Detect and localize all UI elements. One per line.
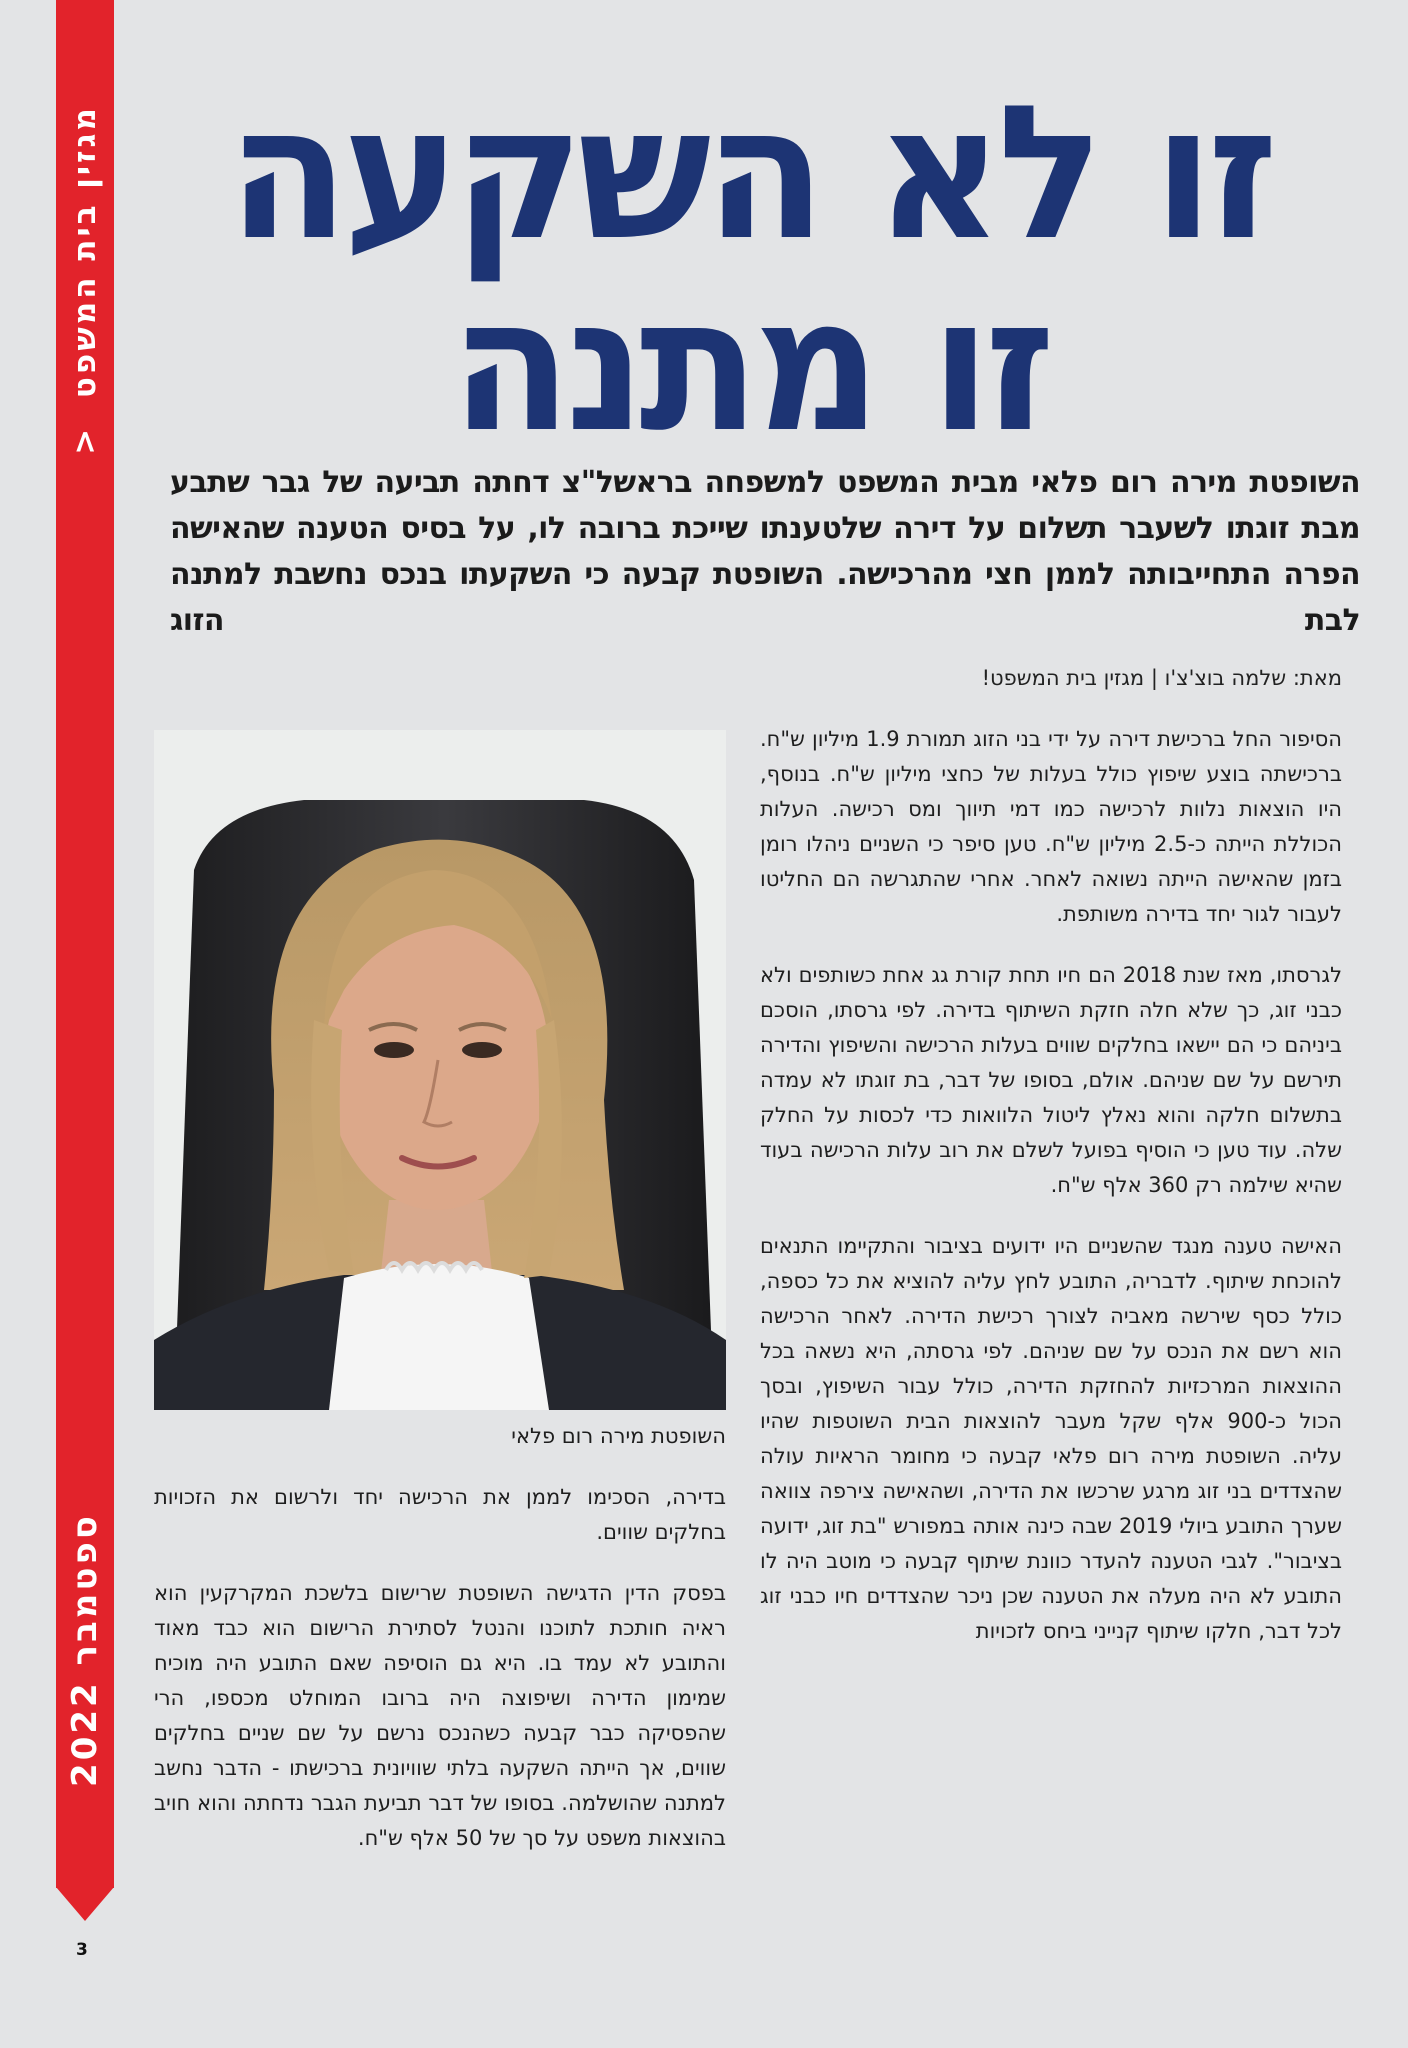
page-title bbox=[150, 65, 1350, 474]
paragraph: לגרסתו, מאז שנת 2018 הם חיו תחת קורת גג אחת כשותפים ולא כבני זוג, כך שלא חלה חזקת השיתוף בדירה. לפי גרסתו, הוסכם ביניהם כי הם יישאו בחלקים שווים בעלות הרכישה והשיפוץ והדירה תירשם על שם שניהם. אולם, בסופו של דבר, בת זוגתו לא עמדה בתשלום חלקה והוא נאלץ ליטול הלוואות כדי לכסות על החלק שלה. עוד טען כי הוסיף בפועל לשלם את רוב עלות הרכישה בעוד שהיא שילמה רק 360 אלף ש"ח. bbox=[760, 963, 1342, 1197]
paragraph: בפסק הדין הדגישה השופטת שרישום בלשכת המקרקעין הוא ראיה חותכת לתוכנו והנטל לסתירת הרישום הוא כבד מאוד והתובע לא עמד בו. היא גם הוסיפה שאם התובע היה מוכיח שמימון הדירה ושיפוצה היה ברובו המוחלט מכספו, הרי שהפסיקה כבר קבעה כשהנכס נרשם על שם שניים בחלקים שווים, אך הייתה השקעה בלתי שוויונית ברכישתו - הדבר נחשב למתנה שהושלמה. בסופו של דבר תביעת הגבר נדחתה והוא חויב בהוצאות משפט על סך של 50 אלף ש"ח. bbox=[154, 1581, 726, 1850]
photo-caption: השופטת מירה רום פלאי bbox=[511, 1424, 726, 1448]
magazine-label bbox=[65, 20, 105, 540]
article-column-left bbox=[154, 1480, 726, 1882]
portrait-illustration bbox=[154, 730, 726, 1410]
magazine-name: מגזין בית המשפט bbox=[67, 105, 103, 399]
judge-photo bbox=[154, 730, 726, 1410]
paragraph: בדירה, הסכימו לממן את הרכישה יחד ולרשום את הזכויות בחלקים שווים. bbox=[154, 1485, 726, 1544]
headline-line-2: זו מתנה bbox=[450, 257, 1050, 474]
sidebar-ribbon-tip bbox=[56, 1887, 114, 1921]
page-number: 3 bbox=[76, 1940, 88, 1960]
chevron-left-icon: < bbox=[67, 425, 103, 455]
issue-date: ספטמבר 2022 bbox=[65, 1513, 105, 1787]
article-lead: השופטת מירה רום פלאי מבית המשפט למשפחה בראשל"צ דחתה תביעה של גבר שתבע מבת זוגתו לשעבר תשלום על דירה שלטענתו שייכת ברובה לו, על בסיס הטענה שהאישה הפרה התחייבותה לממן חצי מהרכישה. השופטת קבעה כי השקעתו בנכס נחשבת למתנה לבת הזוג bbox=[170, 465, 1360, 638]
paragraph: האישה טענה מנגד שהשניים היו ידועים בציבור והתקיימו התנאים להוכחת שיתוף. לדבריה, התובע לחץ עליה להוציא את כל כספה, כולל כסף שירשה מאביה לצורך רכישת הדירה. לאחר הרכישה הוא רשם את הנכס על שם שניהם. לפי גרסתה, היא נשאה בכל ההוצאות המרכזיות להחזקת הדירה, כולל עבור השיפוץ, ובסך הכול כ-900 אלף שקל מעבר להוצאות הבית השוטפות שהיו עליה. השופטת מירה רום פלאי קבעה כי מחומר הראיות עולה שהצדדים בני זוג מרגע שרכשו את הדירה, ושהאישה צירפה צוואה שערך התובע ביולי 2019 שבה כינה אותה במפורש "בת זוג, ידועה בציבור". לגבי הטענה להעדר כוונת שיתוף קבעה כי מוטב היה לו התובע לא היה מעלה את הטענה שכן ניכר שהצדדים חיו כבני זוג לכל דבר, חלקו שיתוף קנייני ביחס לזכויות bbox=[760, 1234, 1342, 1643]
paragraph: הסיפור החל ברכישת דירה על ידי בני הזוג תמורת 1.9 מיליון ש"ח. ברכישתה בוצע שיפוץ כולל בעלות של כחצי מיליון ש"ח. בנוסף, היו הוצאות נלוות לרכישה כמו דמי תיווך ומס רכישה. העלות הכוללת הייתה כ-2.5 מיליון ש"ח. טען סיפר כי השניים ניהלו רומן בזמן שהאישה הייתה נשואה לאחר. אחרי שהתגרשה הם החליטו לעבור לגור יחד בדירה משותפת. bbox=[760, 727, 1342, 926]
byline: מאת: שלמה בוצ'צ'ו | מגזין בית המשפט! bbox=[981, 666, 1342, 690]
headline-line-1: זו לא השקעה bbox=[227, 65, 1273, 282]
article-column-right bbox=[760, 722, 1342, 1675]
